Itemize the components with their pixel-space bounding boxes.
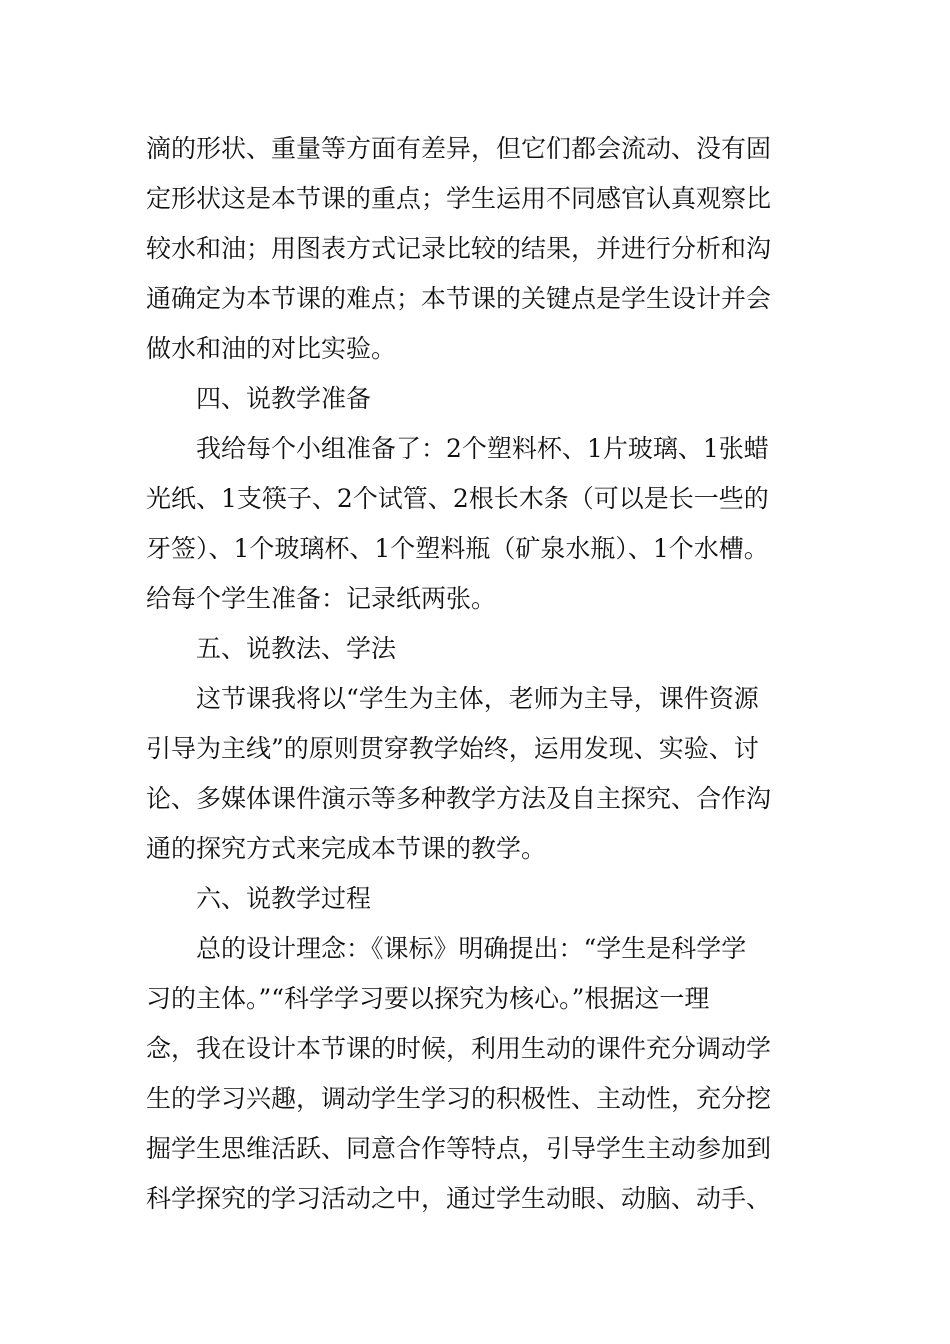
document-body [146,124,826,1224]
section-heading: 六、说教学过程 [196,884,372,913]
body-line: 做水和油的对比实验。 [146,334,397,363]
body-line: 定形状这是本节课的重点；学生运用不同感官认真观察比 [146,184,772,213]
body-line: 牙签）、1个玻璃杯、1个塑料瓶（矿泉水瓶）、1个水槽。 [146,534,769,563]
body-line: 滴的形状、重量等方面有差异，但它们都会流动、没有固 [146,134,772,163]
body-line: 念，我在设计本节课的时候，利用生动的课件充分调动学 [146,1034,772,1063]
body-line: 科学探究的学习活动之中，通过学生动眼、动脑、动手、 [146,1184,772,1213]
body-line: 习的主体。”“科学学习要以探究为核心。”根据这一理 [146,984,710,1013]
body-line: 掘学生思维活跃、同意合作等特点，引导学生主动参加到 [146,1134,772,1163]
body-line: 光纸、1支筷子、2个试管、2根长木条（可以是长一些的 [146,484,769,513]
body-line: 通确定为本节课的难点；本节课的关键点是学生设计并会 [146,284,772,313]
section-heading: 四、说教学准备 [196,384,372,413]
body-line: 引导为主线”的原则贯穿教学始终，运用发现、实验、讨 [146,734,759,763]
body-line: 给每个学生准备：记录纸两张。 [146,584,497,613]
paragraph-first-line: 这节课我将以“学生为主体，老师为主导，课件资源 [196,684,759,713]
body-line: 生的学习兴趣，调动学生学习的积极性、主动性，充分挖 [146,1084,772,1113]
paragraph-first-line: 我给每个小组准备了：2个塑料杯、1片玻璃、1张蜡 [196,434,769,463]
body-line: 论、多媒体课件演示等多种教学方法及自主探究、合作沟 [146,784,772,813]
body-line: 通的探究方式来完成本节课的教学。 [146,834,547,863]
section-heading: 五、说教法、学法 [196,634,397,663]
body-line: 较水和油；用图表方式记录比较的结果，并进行分析和沟 [146,234,772,263]
paragraph-first-line: 总的设计理念：《课标》明确提出：“学生是科学学 [196,934,747,963]
